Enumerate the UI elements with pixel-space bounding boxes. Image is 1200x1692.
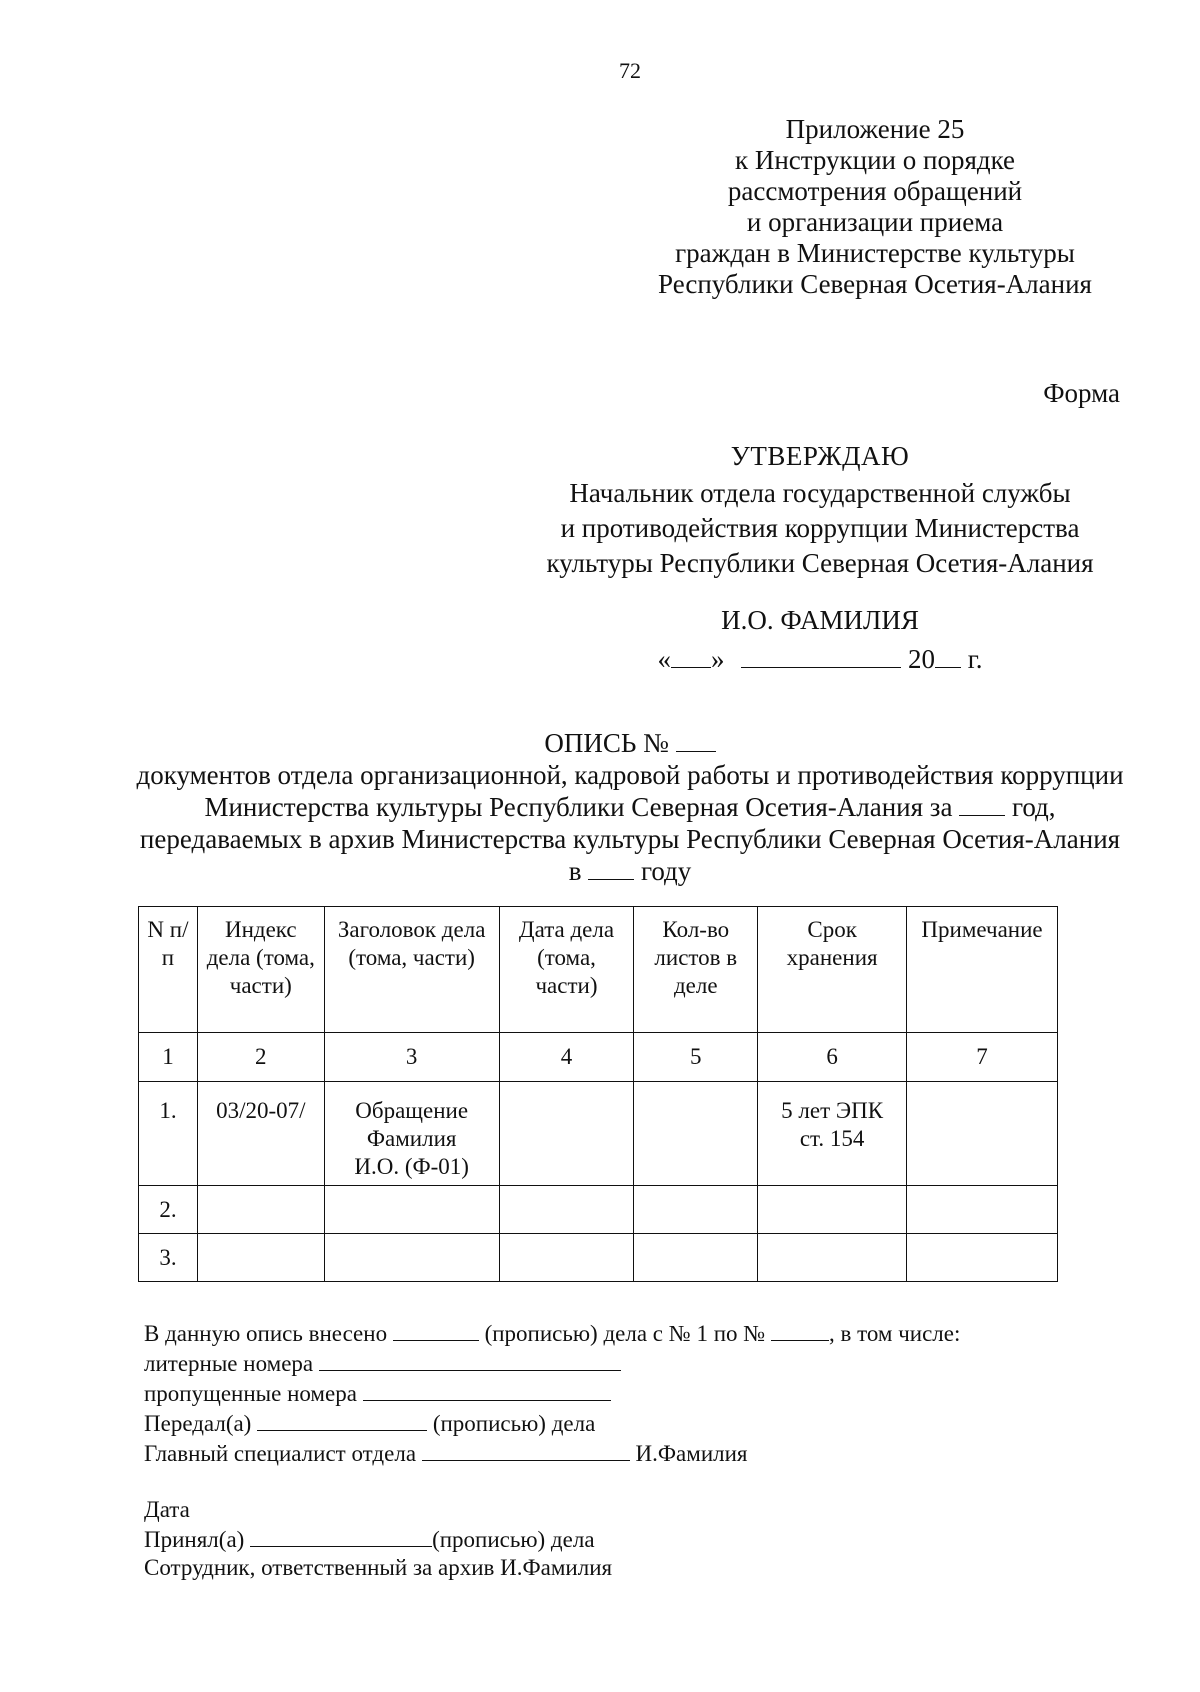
letter-numbers-blank[interactable] — [319, 1348, 621, 1371]
inventory-line2-suffix: год, — [1011, 792, 1056, 822]
footer-line — [144, 1378, 1144, 1408]
column-number: 1 — [139, 1033, 198, 1082]
cell-title — [324, 1234, 499, 1282]
header-index: Индекс дела (тома, части) — [197, 907, 324, 1033]
approval-line: культуры Республики Северная Осетия-Алания — [546, 548, 1094, 578]
form-label: Форма — [1043, 378, 1120, 408]
appendix-line: к Инструкции о порядке — [734, 145, 1016, 175]
header-sheets: Кол-во листов в деле — [634, 907, 758, 1033]
column-number: 7 — [907, 1033, 1058, 1082]
column-number-row — [139, 1033, 1058, 1082]
table-row — [139, 1186, 1058, 1234]
month-blank[interactable] — [741, 645, 901, 668]
inventory-title: ОПИСЬ № — [544, 728, 669, 758]
cell-note — [907, 1082, 1058, 1186]
received-blank[interactable] — [250, 1524, 432, 1547]
appendix-line: Приложение 25 — [785, 114, 965, 144]
table-header-row — [139, 907, 1058, 1033]
year-blank[interactable] — [935, 645, 961, 668]
footer-line — [144, 1524, 1144, 1554]
cell-date — [499, 1234, 634, 1282]
specialist-signature-blank[interactable] — [422, 1438, 630, 1461]
footer-text: И.Фамилия — [635, 1441, 748, 1466]
cell-n: 2. — [139, 1186, 198, 1234]
header-n: N п/п — [139, 907, 198, 1033]
table-row — [139, 1234, 1058, 1282]
footer-line — [144, 1408, 1144, 1438]
missing-numbers-blank[interactable] — [363, 1378, 611, 1401]
inventory-line4-suffix: году — [640, 856, 692, 886]
date-suffix: г. — [967, 644, 983, 674]
cell-index: 03/20-07/ — [197, 1082, 324, 1186]
inventory-line — [100, 791, 1160, 823]
footer-line — [144, 1318, 1144, 1348]
date-open-quote: « — [657, 644, 671, 674]
column-number: 5 — [634, 1033, 758, 1082]
date-close-quote: » — [710, 644, 725, 674]
header-date: Дата дела (тома, части) — [499, 907, 634, 1033]
column-number: 2 — [197, 1033, 324, 1082]
footer-line: Дата — [144, 1497, 190, 1522]
column-number: 4 — [499, 1033, 634, 1082]
footer-text: Передал(а) — [144, 1411, 252, 1436]
page-number: 72 — [619, 58, 641, 83]
inventory-line: передаваемых в архив Министерства культуры Республики Северная Осетия-Алания — [139, 824, 1121, 854]
column-number: 6 — [758, 1033, 907, 1082]
footer-text: пропущенные номера — [144, 1381, 357, 1406]
approval-block — [500, 439, 1140, 677]
approval-line: Начальник отдела государственной службы — [569, 478, 1071, 508]
cell-index — [197, 1186, 324, 1234]
cell-note — [907, 1234, 1058, 1282]
column-number: 3 — [324, 1033, 499, 1082]
inventory-line — [100, 855, 1160, 887]
footer-line — [144, 1348, 1144, 1378]
cell-n: 3. — [139, 1234, 198, 1282]
cell-sheets — [634, 1186, 758, 1234]
approval-signer: И.О. ФАМИЛИЯ — [721, 605, 919, 635]
approval-line: и противодействия коррупции Министерства — [560, 513, 1080, 543]
cell-title — [324, 1186, 499, 1234]
footer-text: (прописью) дела с № 1 по № — [484, 1321, 766, 1346]
inventory-line2-prefix: Министерства культуры Республики Северная Осетия-Алания за — [204, 792, 953, 822]
day-blank[interactable] — [671, 645, 711, 668]
transfer-year-blank[interactable] — [588, 857, 634, 880]
footer-text: В данную опись внесено — [144, 1321, 388, 1346]
cell-index — [197, 1234, 324, 1282]
inventory-line4-prefix: в — [568, 856, 582, 886]
appendix-line: и организации приема — [746, 207, 1004, 237]
footer-text: литерные номера — [144, 1351, 314, 1376]
footer-block — [144, 1318, 1144, 1582]
footer-text: Главный специалист отдела — [144, 1441, 417, 1466]
footer-text: (прописью) дела — [432, 1527, 595, 1552]
cell-note — [907, 1186, 1058, 1234]
count-blank[interactable] — [393, 1318, 479, 1341]
cell-sheets — [634, 1234, 758, 1282]
date-year-prefix: 20 — [907, 644, 935, 674]
table-row — [139, 1082, 1058, 1186]
last-number-blank[interactable] — [771, 1318, 829, 1341]
footer-text: , в том числе: — [828, 1321, 961, 1346]
footer-line: Сотрудник, ответственный за архив И.Фамилия — [144, 1555, 613, 1580]
cell-title: Обращение Фамилия И.О. (Ф-01) — [324, 1082, 499, 1186]
appendix-line: рассмотрения обращений — [727, 176, 1023, 206]
inventory-heading — [100, 727, 1160, 887]
cell-date — [499, 1082, 634, 1186]
cell-n: 1. — [139, 1082, 198, 1186]
header-title: Заголовок дела (тома, части) — [324, 907, 499, 1033]
header-note: Примечание — [907, 907, 1058, 1033]
cell-sheets — [634, 1082, 758, 1186]
inventory-line: документов отдела организационной, кадровой работы и противодействия коррупции — [136, 760, 1124, 790]
approval-date-line — [500, 642, 1140, 677]
cell-date — [499, 1186, 634, 1234]
appendix-header — [560, 114, 1190, 300]
footer-line — [144, 1438, 1144, 1468]
inventory-table — [138, 906, 1058, 1282]
cell-term — [758, 1186, 907, 1234]
footer-text: (прописью) дела — [432, 1411, 596, 1436]
approval-title: УТВЕРЖДАЮ — [730, 441, 910, 471]
year-for-blank[interactable] — [959, 793, 1005, 816]
header-term: Срок хранения — [758, 907, 907, 1033]
footer-text: Принял(а) — [144, 1527, 245, 1552]
cell-term — [758, 1234, 907, 1282]
appendix-line: Республики Северная Осетия-Алания — [658, 269, 1092, 299]
appendix-line: граждан в Министерстве культуры — [675, 238, 1075, 268]
cell-term: 5 лет ЭПК ст. 154 — [758, 1082, 907, 1186]
inventory-title-line — [100, 727, 1160, 759]
inventory-number-blank[interactable] — [676, 729, 716, 752]
transferred-blank[interactable] — [257, 1408, 427, 1431]
